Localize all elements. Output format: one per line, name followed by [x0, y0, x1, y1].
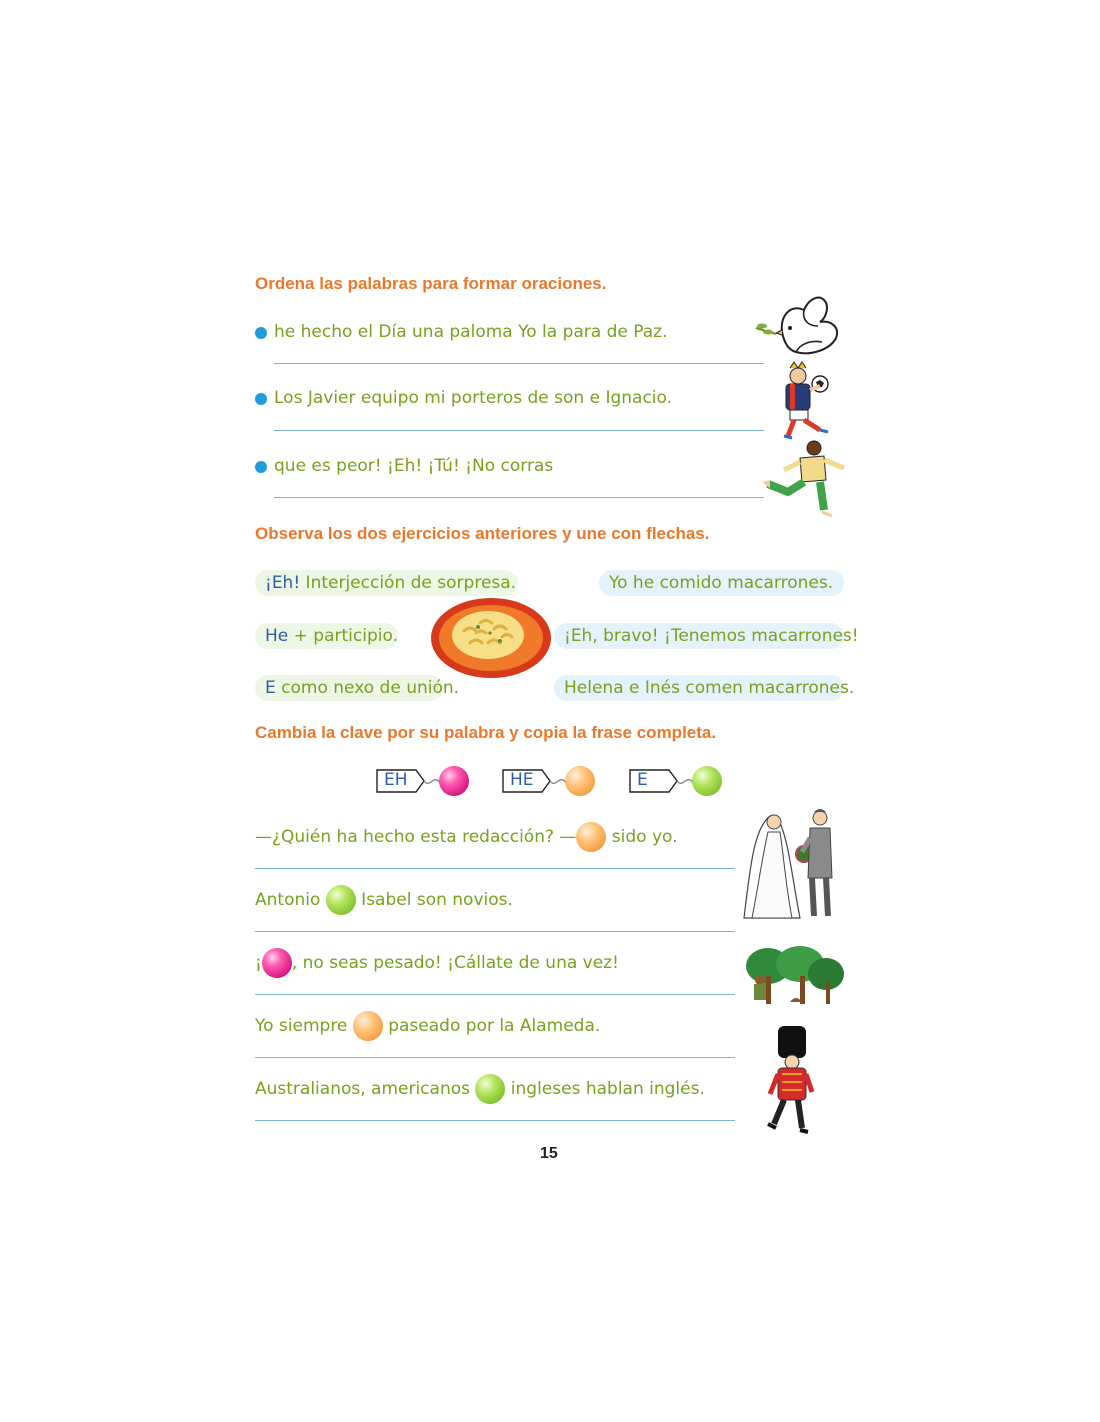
right-pill-2[interactable]: ¡Eh, bravo! ¡Tenemos macarrones! — [554, 623, 844, 649]
left-pill-2-key: He — [265, 626, 289, 646]
frase-4-a: Yo siempre — [255, 1016, 353, 1036]
bullet-2 — [255, 393, 267, 405]
left-pill-2-text: + participio. — [288, 626, 398, 646]
orange-ball-icon — [353, 1011, 383, 1041]
answer-line-2[interactable] — [274, 430, 764, 431]
left-pill-3[interactable] — [255, 675, 460, 701]
left-pill-1-text: Interjección de sorpresa. — [300, 573, 517, 593]
frase-5-b: ingleses hablan inglés. — [505, 1079, 705, 1099]
ordena-sentence-3: que es peor! ¡Eh! ¡Tú! ¡No corras — [274, 456, 554, 476]
frase-1 — [255, 821, 678, 853]
frase-3 — [255, 947, 619, 979]
key-he — [502, 769, 600, 793]
frase-1-a: —¿Quién ha hecho esta redacción? — — [255, 827, 577, 847]
frase-4 — [255, 1010, 600, 1042]
key-e — [629, 769, 727, 793]
bullet-1 — [255, 327, 267, 339]
frase-3-b: , no seas pesado! ¡Cállate de una vez! — [291, 953, 619, 973]
frase-5 — [255, 1073, 705, 1105]
frase-2 — [255, 884, 513, 916]
answer-line-frase-1[interactable] — [255, 868, 735, 869]
ordena-sentence-2: Los Javier equipo mi porteros de son e Ignacio. — [274, 388, 673, 408]
royal-guard-illustration — [760, 1024, 822, 1138]
green-ball-icon — [475, 1074, 505, 1104]
right-pill-1[interactable]: Yo he comido macarrones. — [599, 570, 844, 596]
macaroni-plate-image — [430, 597, 552, 679]
left-pill-1[interactable] — [255, 570, 518, 596]
running-man-illustration — [760, 440, 850, 518]
ordena-sentence-1: he hecho el Día una paloma Yo la para de Paz. — [274, 322, 668, 342]
left-pill-3-text: como nexo de unión. — [275, 678, 460, 698]
green-ball-icon — [326, 885, 356, 915]
frase-3-a: ¡ — [255, 953, 262, 973]
frase-1-b: sido yo. — [606, 827, 678, 847]
frase-2-a: Antonio — [255, 890, 326, 910]
heading-cambia: Cambia la clave por su palabra y copia la frase completa. — [255, 723, 717, 742]
key-eh-label: EH — [384, 770, 408, 790]
answer-line-1[interactable] — [274, 363, 764, 364]
answer-line-3[interactable] — [274, 497, 764, 498]
left-pill-1-key: ¡Eh! — [265, 573, 301, 593]
pink-ball-icon — [262, 948, 292, 978]
right-pill-3[interactable]: Helena e Inés comen macarrones. — [554, 675, 844, 701]
frase-2-b: Isabel son novios. — [355, 890, 513, 910]
page-number: 15 — [540, 1145, 558, 1162]
frase-5-a: Australianos, americanos — [255, 1079, 476, 1099]
answer-line-frase-3[interactable] — [255, 994, 735, 995]
green-ball-icon — [692, 766, 722, 796]
answer-line-frase-5[interactable] — [255, 1120, 735, 1121]
forest-illustration — [740, 946, 844, 1010]
orange-ball-icon — [576, 822, 606, 852]
left-pill-3-key: E — [265, 678, 276, 698]
key-eh — [376, 769, 474, 793]
orange-ball-icon — [565, 766, 595, 796]
key-he-label: HE — [510, 770, 534, 790]
dove-illustration — [752, 292, 842, 360]
answer-line-frase-2[interactable] — [255, 931, 735, 932]
goalkeeper-illustration — [776, 360, 838, 442]
left-pill-2[interactable] — [255, 623, 398, 649]
heading-ordena: Ordena las palabras para formar oraciones. — [255, 274, 607, 293]
key-e-label: E — [637, 770, 648, 790]
frase-4-b: paseado por la Alameda. — [382, 1016, 601, 1036]
pink-ball-icon — [439, 766, 469, 796]
wedding-couple-illustration — [740, 808, 842, 924]
bullet-3 — [255, 461, 267, 473]
answer-line-frase-4[interactable] — [255, 1057, 735, 1058]
heading-observa: Observa los dos ejercicios anteriores y une con flechas. — [255, 524, 710, 543]
